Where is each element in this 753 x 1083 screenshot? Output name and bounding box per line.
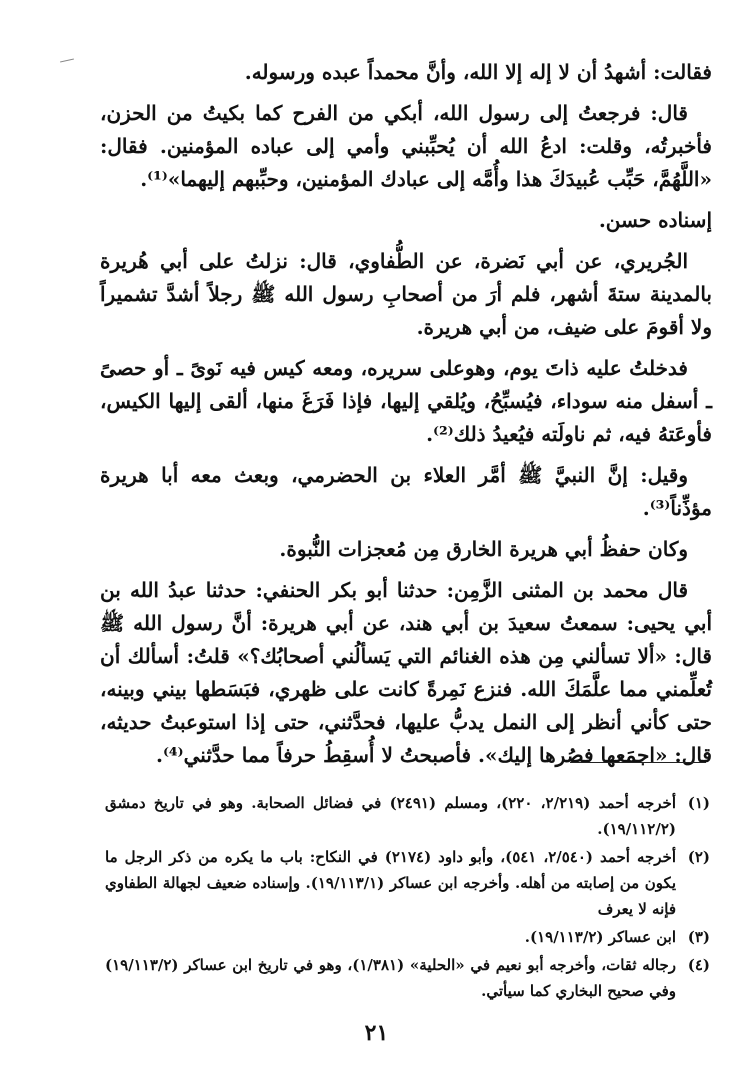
paragraph-4: الجُريري، عن أبي نَضرة، عن الطُّفاوي، قال: نزلتُ على أبي هُريرة بالمدينة ستةَ أشهر، فلم أرَ من أصحابِ رسول الله ﷺ رجلاً أشدَّ تشميراً ولا أقومَ على ضيف، من أبي هريرة. [100, 249, 712, 339]
scan-speck [60, 59, 74, 63]
paragraph-5: فدخلتُ عليه ذاتَ يوم، وهوعلى سريره، ومعه كيس فيه نَوىً ـ أو حصىً ـ أسفل منه سوداء، فيُسبِّحُ، ويُلقي إليها، فإذا فَرَغَ منها، ألقى إليها الكيس، فأوعَتهُ فيه، ثم ناولَته فيُعيدُ ذلك⁽²⁾. [100, 356, 712, 446]
paragraph-6: وقيل: إنَّ النبيَّ ﷺ أمَّر العلاء بن الحضرمي، وبعث معه أبا هريرة مؤذِّناً⁽³⁾. [100, 463, 712, 520]
footnote-3 [105, 924, 710, 950]
paragraph-7: وكان حفظُ أبي هريرة الخارق مِن مُعجزات النُّبوة. [279, 537, 688, 561]
footnote-text: رجاله ثقات، وأخرجه أبو نعيم في «الحلية» (١/٣٨١)، وهو في تاريخ ابن عساكر (١٩/١١٣/٢) وفي صحيح البخاري كما سيأتي. [105, 956, 677, 1000]
paragraph-3: إسناده حسن. [598, 208, 712, 232]
footnote-number: (١) [687, 794, 710, 812]
paragraph-2: قال: فرجعتُ إلى رسول الله، أبكي من الفرح كما بكيتُ من الحزن، فأخبرتُه، وقلت: ادعُ الله أن يُحبِّبني وأمي إلى عباده المؤمنين. فقال: «اللَّهُمَّ، حَبِّب عُبيدَكَ هذا وأُمَّه إلى عبادك المؤمنين، وحبِّبهم إليهما»⁽¹⁾. [100, 101, 712, 191]
footnote-number: (٤) [687, 956, 710, 974]
main-text [100, 56, 712, 780]
footnote-1 [105, 790, 710, 842]
page-number: ٢١ [364, 1020, 389, 1046]
paragraph-8: قال محمد بن المثنى الزَّمِن: حدثنا أبو بكر الحنفي: حدثنا عبدُ الله بن أبي يحيى: سمعتُ سعيدَ بن أبي هند، عن أبي هريرة: أنَّ رسول الله ﷺ قال: «ألا تسألني مِن هذه الغنائم التي يَسألُني أصحابُك؟» قلتُ: أسألك أن تُعلِّمني مما علَّمَكَ الله. فنزع نَمِرةً كانت على ظهري، فبَسَطها بيني وبينه، حتى كأني أنظر إلى النمل يدبُّ عليها، فحدَّثني، حتى إذا استوعبتُ حديثه، قال: «اجمَعها فصُرها إليك». فأصبحتُ لا أُسقِطُ حرفاً مما حدَّثني⁽⁴⁾. [100, 578, 712, 767]
paragraph-1: فقالت: أشهدُ أن لا إله إلا الله، وأنَّ محمداً عبده ورسوله. [244, 60, 712, 84]
footnotes [105, 790, 710, 1006]
footnote-2 [105, 844, 710, 922]
footnote-text: أخرجه أحمد (٢/٥٤٠، ٥٤١)، وأبو داود (٢١٧٤) في النكاح: باب ما يكره من ذكر الرجل ما يكون من إصابته من أهله. وأخرجه ابن عساكر (١٩/١١٣/١). وإسناده ضعيف لجهالة الطفاوي فإنه لا يعرف [105, 848, 676, 918]
footnote-number: (٢) [687, 848, 710, 866]
footnote-number: (٣) [687, 928, 710, 946]
footnote-divider [570, 762, 706, 763]
footnote-4 [105, 952, 710, 1004]
footnote-text: ابن عساكر (١٩/١١٣/٢). [524, 928, 676, 946]
footnote-text: أخرجه أحمد (٢/٢١٩، ٢٢٠)، ومسلم (٢٤٩١) في فضائل الصحابة. وهو في تاريخ دمشق (١٩/١١٢/٢). [105, 794, 676, 838]
